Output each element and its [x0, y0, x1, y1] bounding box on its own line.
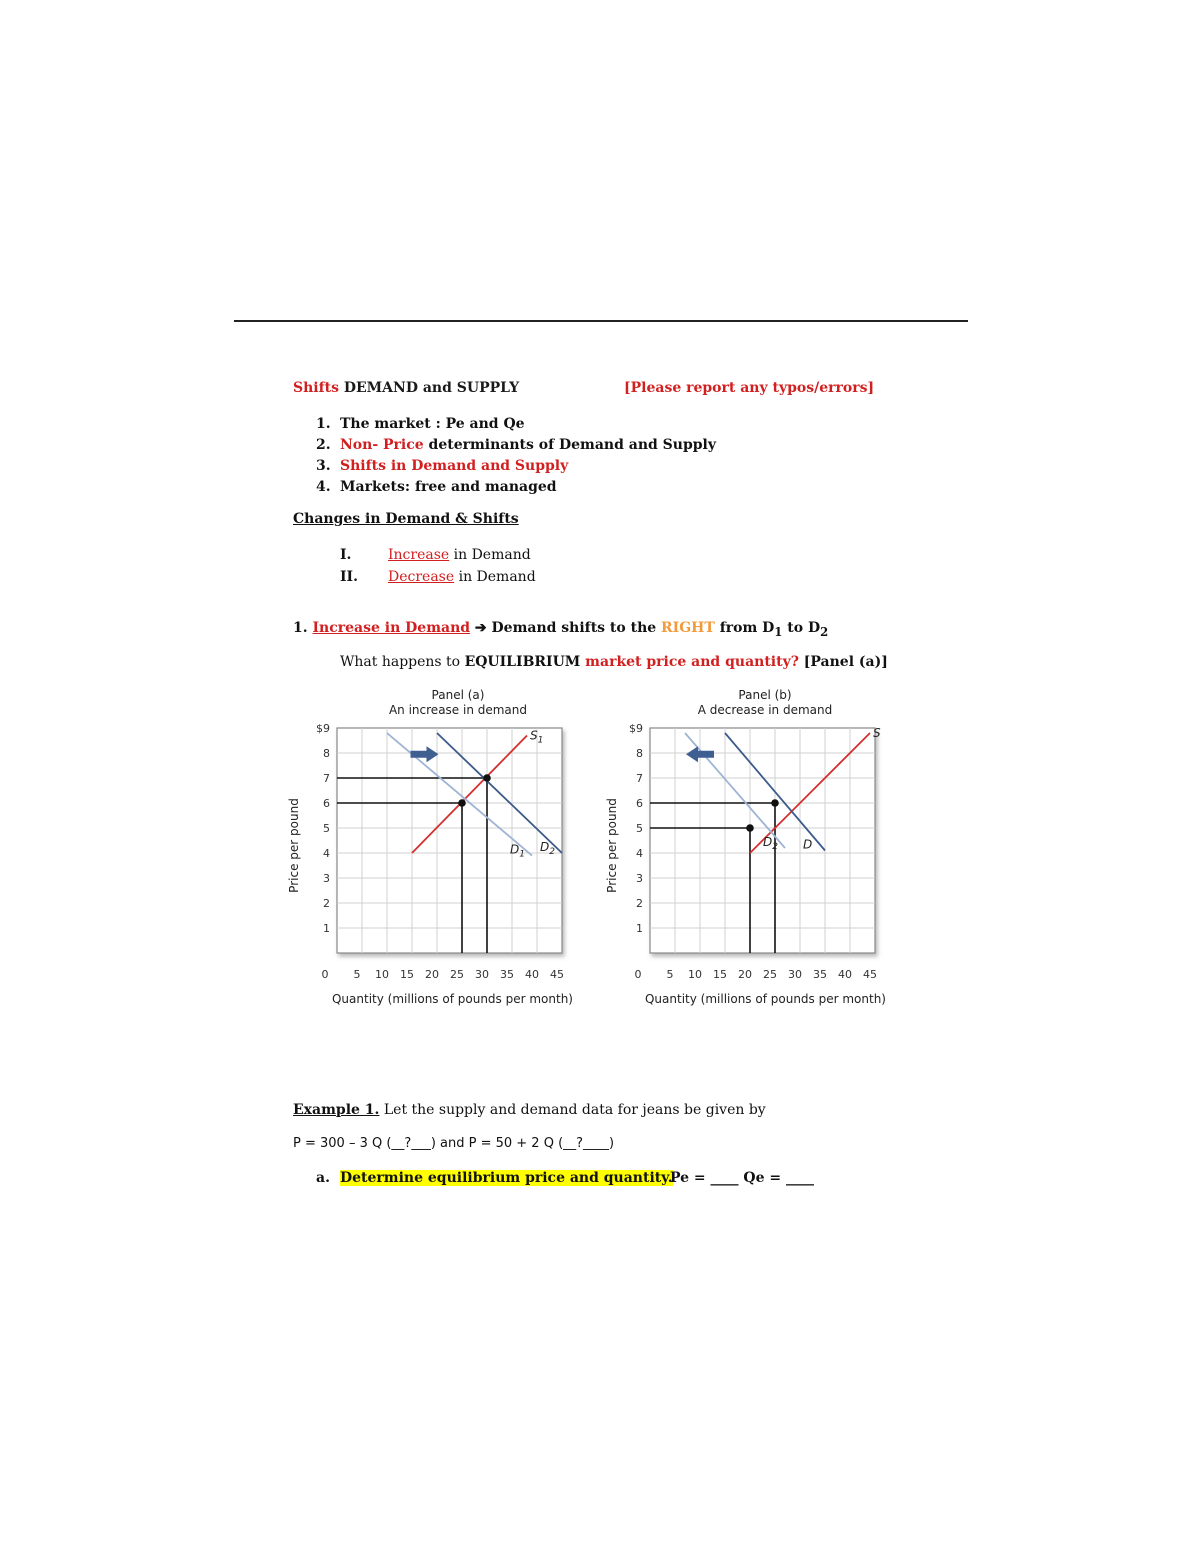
plot-area — [337, 728, 562, 953]
equilibrium-point — [458, 799, 466, 807]
increase-heading: 1. Increase in Demand ➔ Demand shifts to the RIGHT from $D_1$ to $D_2$ — [293, 620, 829, 639]
y-tick-label: 1 — [323, 922, 330, 935]
equilibrium-point — [771, 799, 779, 807]
panel-a — [287, 688, 573, 1006]
charts — [280, 680, 920, 1010]
example-equation: P = 300 – 3 Q (__?___) and P = 50 + 2 Q (__?____) — [293, 1136, 615, 1151]
y-tick-label: 3 — [323, 872, 330, 885]
y-tick-label: $9 — [629, 722, 643, 735]
y-tick-label: 2 — [323, 897, 330, 910]
y-tick-label: 7 — [636, 772, 643, 785]
x-tick-label: 15 — [400, 968, 414, 981]
list-item: 4. Markets: free and managed — [316, 479, 557, 495]
x-tick-label: 40 — [838, 968, 852, 981]
series-label: S — [873, 726, 881, 740]
y-tick-label: 4 — [636, 847, 643, 860]
series-label: $D_2$ — [763, 835, 778, 852]
x-tick-label: 40 — [525, 968, 539, 981]
series-label-subscript: 1 — [537, 735, 544, 746]
list-item: 1. The market : Pe and Qe — [316, 416, 525, 432]
x-tick-label: 35 — [813, 968, 827, 981]
x-tick-label: 5 — [353, 968, 361, 981]
outline-list — [316, 414, 716, 498]
series-label: $D_2$ — [540, 840, 555, 857]
x-tick-label: 5 — [666, 968, 674, 981]
x-tick-label: 20 — [425, 968, 439, 981]
list-item: II. Decrease in Demand — [340, 569, 536, 585]
x-tick-label: 30 — [475, 968, 489, 981]
x-tick-label: 30 — [788, 968, 802, 981]
panel-title: Panel (a) — [431, 688, 485, 702]
y-tick-label: 5 — [636, 822, 643, 835]
x-tick-label: 45 — [863, 968, 877, 981]
y-tick-label: 8 — [323, 747, 330, 760]
list-item: 3. Shifts in Demand and Supply — [316, 458, 569, 474]
section-heading: Changes in Demand & Shifts — [293, 511, 519, 527]
question: What happens to EQUILIBRIUM market price and quantity? [Panel (a)] — [340, 654, 888, 670]
x-tick-label: 0 — [634, 968, 642, 981]
top-rule — [234, 320, 968, 322]
y-tick-label: $9 — [316, 722, 330, 735]
x-tick-label: 20 — [738, 968, 752, 981]
series-label-subscript: 2 — [772, 842, 778, 852]
equilibrium-point — [483, 774, 491, 782]
y-tick-label: 3 — [636, 872, 643, 885]
y-tick-label: 6 — [636, 797, 643, 810]
report-note: [Please report any typos/errors] — [624, 380, 875, 396]
panel-title: Panel (b) — [738, 688, 792, 702]
series-label: D — [803, 837, 813, 852]
series-label: $D_1$ — [510, 842, 525, 860]
equilibrium-point — [746, 824, 754, 832]
arrow-icon: ➔ — [474, 620, 487, 636]
example-heading: Example 1. Let the supply and demand data for jeans be given by — [293, 1102, 766, 1118]
y-axis-label: Price per pound — [287, 798, 301, 893]
y-tick-label: 4 — [323, 847, 330, 860]
series-label-subscript: 1 — [519, 849, 525, 860]
series-label: $S_1$ — [530, 728, 544, 746]
list-item: 2. Non- Price determinants of Demand and Supply — [316, 437, 717, 453]
y-tick-label: 7 — [323, 772, 330, 785]
x-axis-label: Quantity (millions of pounds per month) — [644, 992, 887, 1006]
x-tick-label: 45 — [550, 968, 564, 981]
x-tick-label: 10 — [375, 968, 389, 981]
x-tick-label: 35 — [500, 968, 514, 981]
panel-b — [605, 688, 886, 1006]
y-tick-label: 5 — [323, 822, 330, 835]
y-tick-label: 6 — [323, 797, 330, 810]
y-tick-label: 8 — [636, 747, 643, 760]
changes-list — [340, 544, 536, 588]
answer-blanks: Pe = ____ Qe = ____ — [670, 1170, 814, 1186]
x-tick-label: 10 — [688, 968, 702, 981]
panel-subtitle: A decrease in demand — [697, 703, 833, 717]
y-tick-label: 1 — [636, 922, 643, 935]
list-item: I. Increase in Demand — [340, 547, 531, 563]
panel-subtitle: An increase in demand — [388, 703, 528, 717]
x-tick-label: 0 — [321, 968, 329, 981]
series-label-subscript: 2 — [549, 847, 555, 857]
x-tick-label: 15 — [713, 968, 727, 981]
page-title: Shifts DEMAND and SUPPLY — [293, 380, 520, 396]
x-tick-label: 25 — [763, 968, 777, 981]
y-tick-label: 2 — [636, 897, 643, 910]
x-tick-label: 25 — [450, 968, 464, 981]
y-axis-label: Price per pound — [605, 798, 619, 893]
x-axis-label: Quantity (millions of pounds per month) — [331, 992, 574, 1006]
example-part-a: a. Determine equilibrium price and quantity. — [316, 1170, 673, 1186]
